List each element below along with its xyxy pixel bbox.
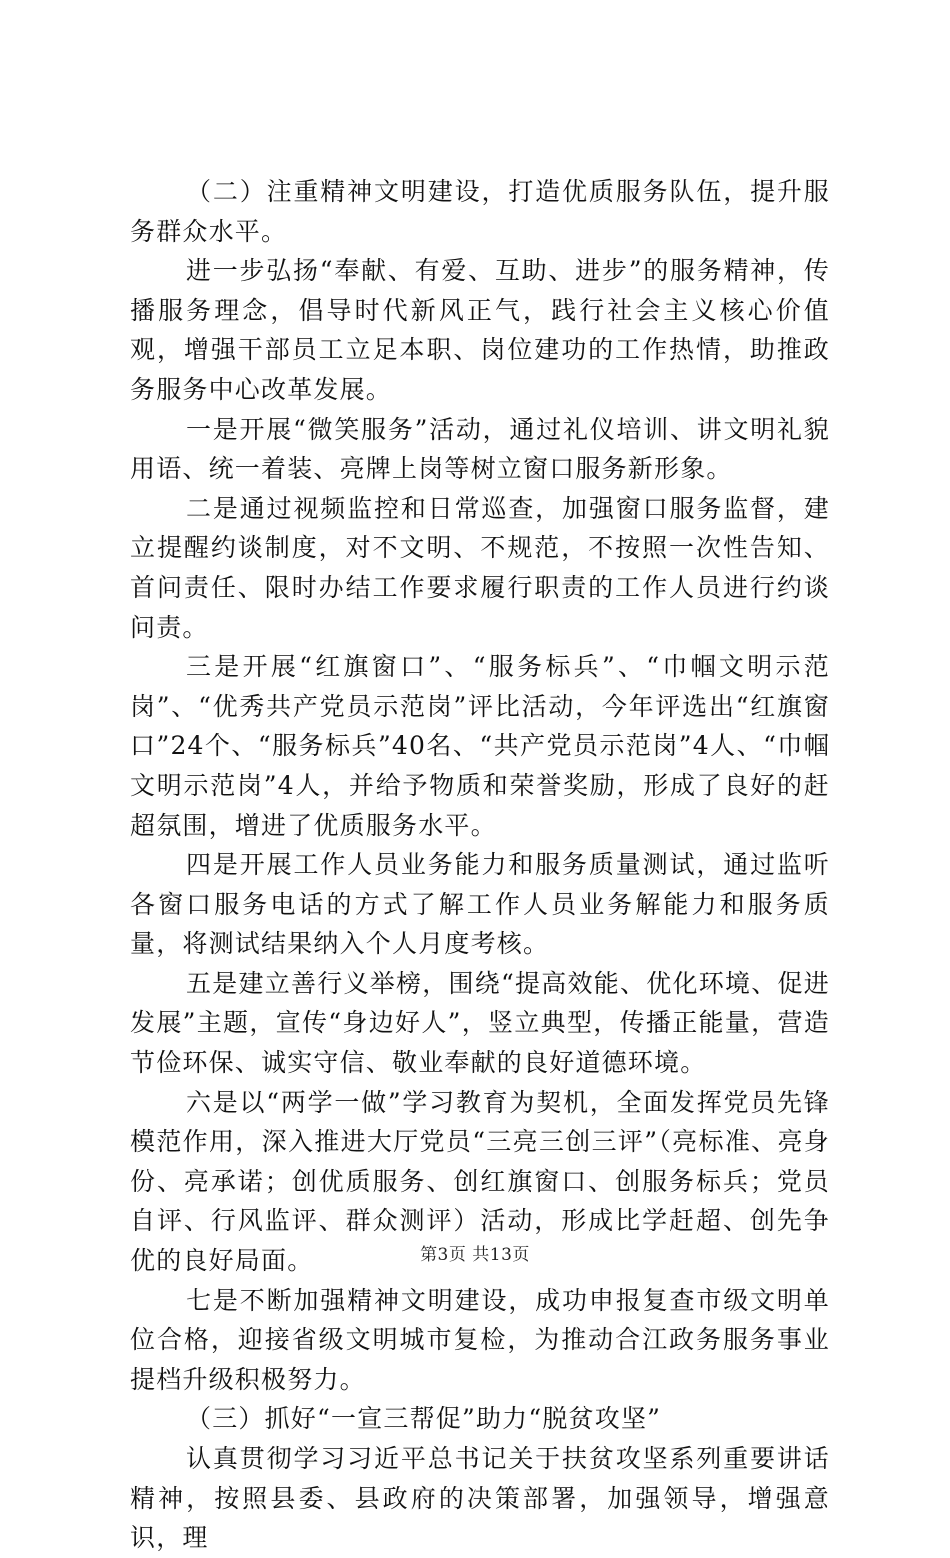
section-heading-3: （三）抓好“一宣三帮促”助力“脱贫攻坚” [186, 1404, 662, 1434]
document-body [130, 172, 830, 1558]
body-paragraph: 五是建立善行义举榜，围绕“提高效能、优化环境、促进发展”主题，宣传“身边好人”，竖立典型，传播正能量，营造节俭环保、诚实守信、敬业奉献的良好道德环境。 [130, 968, 830, 1078]
body-paragraph: 七是不断加强精神文明建设，成功申报复查市级文明单位合格，迎接省级文明城市复检，为推动合江政务服务事业提档升级积极努力。 [130, 1285, 830, 1394]
body-paragraph: 三是开展“红旗窗口”、“服务标兵”、“巾帼文明示范岗”、“优秀共产党员示范岗”评比活动，今年评选出“红旗窗口”24个、“服务标兵”40名、“共产党员示范岗”4人、“巾帼文明示范岗”4人，并给予物质和荣誉奖励，形成了良好的赶超氛围，增进了优质服务水平。 [130, 652, 830, 840]
body-paragraph: 六是以“两学一做”学习教育为契机，全面发挥党员先锋模范作用，深入推进大厅党员“三亮三创三评”（亮标准、亮身份、亮承诺；创优质服务、创红旗窗口、创服务标兵；党员自评、行风监评、群众测评）活动，形成比学赶超、创先争优的良好局面。 [130, 1087, 830, 1276]
body-paragraph: 二是通过视频监控和日常巡查，加强窗口服务监督，建立提醒约谈制度，对不文明、不规范，不按照一次性告知、首问责任、限时办结工作要求履行职责的工作人员进行约谈问责。 [130, 493, 830, 642]
section-heading-2: （二）注重精神文明建设，打造优质服务队伍，提升服务群众水平。 [130, 177, 830, 246]
body-paragraph: 认真贯彻学习习近平总书记关于扶贫攻坚系列重要讲话精神，按照县委、县政府的决策部署，加强领导，增强意识，理 [130, 1444, 830, 1553]
body-paragraph: 一是开展“微笑服务”活动，通过礼仪培训、讲文明礼貌用语、统一着装、亮牌上岗等树立窗口服务新形象。 [130, 414, 830, 484]
page-number-footer: 第3页 共13页 [420, 1245, 530, 1265]
body-paragraph: 四是开展工作人员业务能力和服务质量测试，通过监听各窗口服务电话的方式了解工作人员业务解能力和服务质量，将测试结果纳入个人月度考核。 [130, 850, 830, 959]
body-paragraph: 进一步弘扬“奉献、有爱、互助、进步”的服务精神，传播服务理念，倡导时代新风正气，践行社会主义核心价值观，增强干部员工立足本职、岗位建功的工作热情，助推政务服务中心改革发展。 [130, 256, 830, 404]
